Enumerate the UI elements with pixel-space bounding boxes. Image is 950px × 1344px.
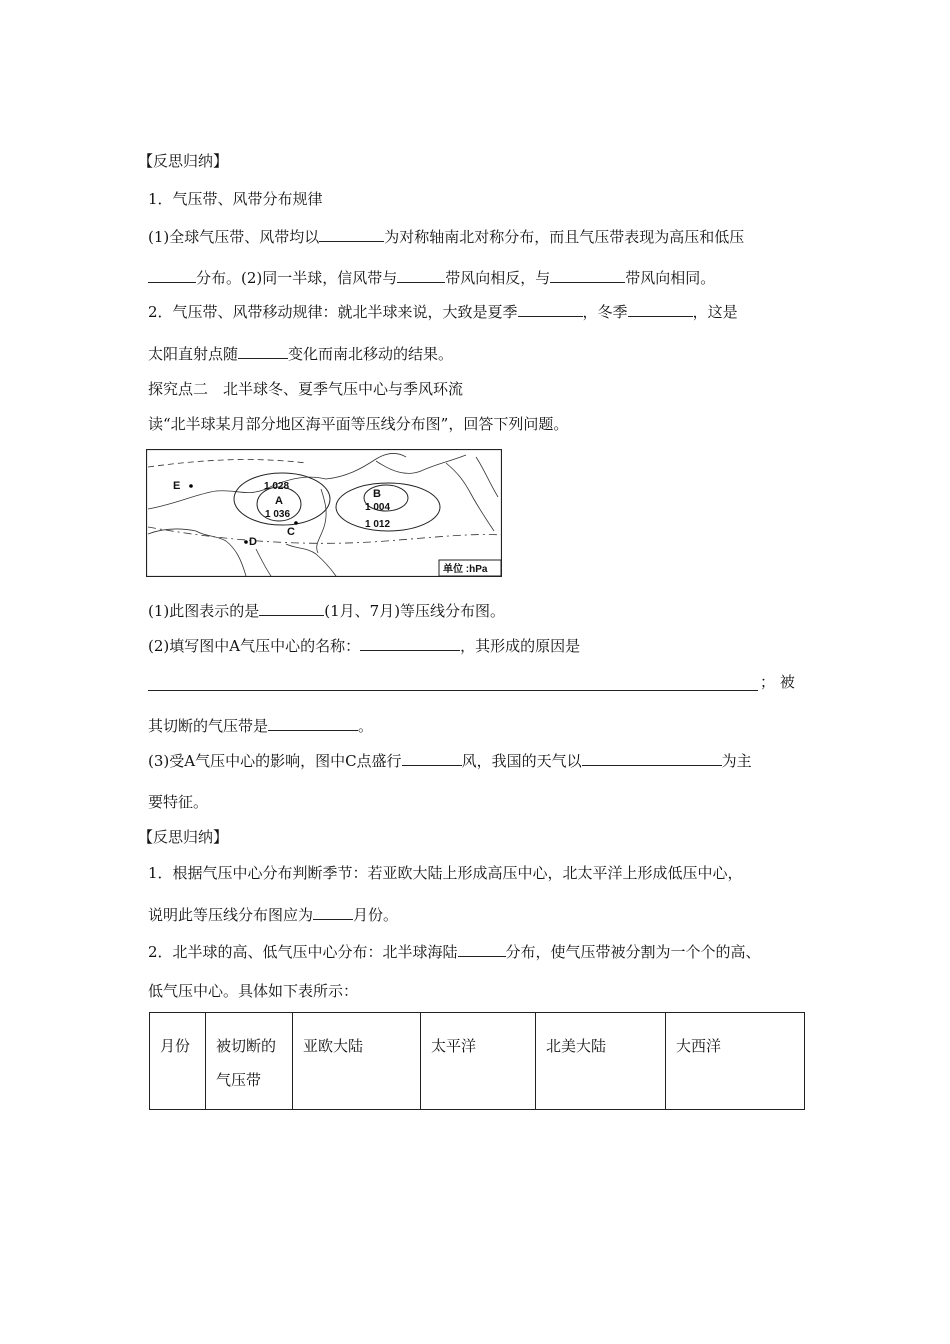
text-seg: 2．气压带、风带移动规律：就北半球来说，大致是夏季: [148, 303, 518, 321]
question1: [148, 599, 505, 622]
blank-winter[interactable]: [628, 300, 693, 317]
text-seg: 月份。: [353, 906, 399, 924]
label-e: E: [173, 480, 181, 492]
explore-intro: 读“北半球某月部分地区海平面等压线分布图”，回答下列问题。: [148, 415, 569, 433]
text-seg: 变化而南北移动的结果。: [288, 345, 454, 363]
blank-reason[interactable]: [148, 674, 758, 691]
text-seg: 分布，使气压带被分割为一个个的高、: [505, 943, 761, 961]
text-seg: 2．北半球的高、低气压中心分布：北半球海陆: [148, 943, 458, 961]
text-seg: 为主: [721, 752, 752, 770]
blank-cut-belt[interactable]: [268, 714, 358, 731]
point-e: [189, 484, 193, 488]
explore-title: 探究点二 北半球冬、夏季气压中心与季风环流: [148, 380, 464, 398]
section1-item2-line2: [148, 342, 453, 365]
map-frame: [147, 450, 502, 577]
label-iso-1036: 1 036: [265, 509, 291, 520]
table-header-cell: 太平洋: [421, 1013, 536, 1110]
text-seg: (1月、7月)等压线分布图。: [324, 602, 506, 620]
table-header-cell: 北美大陆: [536, 1013, 666, 1110]
section2-item1: 1．根据气压中心分布判断季节：若亚欧大陆上形成高压中心，北太平洋上形成低压中心，: [148, 864, 743, 882]
section2-heading: 【反思归纳】: [138, 828, 229, 846]
table-header-cell: 亚欧大陆: [293, 1013, 421, 1110]
label-iso-1028: 1 028: [264, 481, 290, 492]
blank-land-sea[interactable]: [458, 940, 506, 957]
section2-item2-line2: 低气压中心。具体如下表所示：: [148, 982, 359, 1000]
blank-belt1[interactable]: [397, 266, 445, 283]
blank-season[interactable]: [238, 342, 288, 359]
table-header-row: [150, 1013, 805, 1110]
question2: [148, 634, 580, 657]
label-iso-1004: 1 004: [365, 502, 391, 513]
question3-line2: 要特征。: [148, 793, 209, 811]
text-seg: 太阳直射点随: [148, 345, 239, 363]
question2-line2-end: ； 被: [760, 673, 795, 691]
point-c: [294, 521, 298, 525]
section1-heading: 【反思归纳】: [138, 152, 229, 170]
blank-center-name[interactable]: [360, 634, 460, 651]
text-seg: 分布。(2)同一半球，信风带与: [196, 269, 398, 287]
text-seg: 带风向相同。: [625, 269, 716, 287]
blank-weather[interactable]: [582, 749, 722, 766]
table-header-cell: 月份: [150, 1013, 206, 1110]
blank-month[interactable]: [259, 599, 324, 616]
question3: [148, 749, 752, 772]
label-iso-1012: 1 012: [365, 519, 391, 530]
text-seg: ，这是: [692, 303, 738, 321]
text-seg: (1)此图表示的是: [148, 602, 260, 620]
blank-axis[interactable]: [319, 225, 384, 242]
section2-item2: [148, 940, 761, 963]
text-seg: 带风向相反，与: [445, 269, 551, 287]
text-seg: 其切断的气压带是: [148, 717, 269, 735]
label-b: B: [373, 488, 381, 500]
text-seg: 。: [358, 717, 374, 735]
blank-summer[interactable]: [518, 300, 583, 317]
unit-label: 单位 :hPa: [443, 564, 488, 575]
text-seg: 风，我国的天气以: [461, 752, 582, 770]
label-c: C: [287, 526, 295, 538]
section2-item1-line2: [148, 903, 398, 926]
text-seg: ，其形成的原因是: [460, 637, 581, 655]
blank-distribution[interactable]: [148, 266, 196, 283]
section1-item2: [148, 300, 738, 323]
section1-item1-para1: [148, 225, 744, 248]
table-header-cell: 被切断的气压带: [206, 1013, 293, 1110]
question2-line3: [148, 714, 373, 737]
text-seg: 为对称轴南北对称分布，而且气压带表现为高压和低压: [384, 228, 745, 246]
label-a: A: [275, 495, 283, 507]
pressure-center-table: [149, 1012, 805, 1110]
blank-belt2[interactable]: [550, 266, 625, 283]
isobar-map: [146, 449, 502, 577]
text-seg: 说明此等压线分布图应为: [148, 906, 314, 924]
text-seg: ，冬季: [582, 303, 628, 321]
blank-month2[interactable]: [313, 903, 353, 920]
point-d: [244, 540, 248, 544]
table-header-cell: 大西洋: [666, 1013, 805, 1110]
text-seg: (2)填写图中A气压中心的名称：: [148, 637, 361, 655]
section1-item1-para2: [148, 266, 715, 289]
text-seg: (3)受A气压中心的影响，图中C点盛行: [148, 752, 402, 770]
label-d: D: [249, 536, 257, 548]
text-seg: (1)全球气压带、风带均以: [148, 228, 320, 246]
section1-item1-title: 1．气压带、风带分布规律: [148, 190, 323, 208]
blank-wind[interactable]: [402, 749, 462, 766]
